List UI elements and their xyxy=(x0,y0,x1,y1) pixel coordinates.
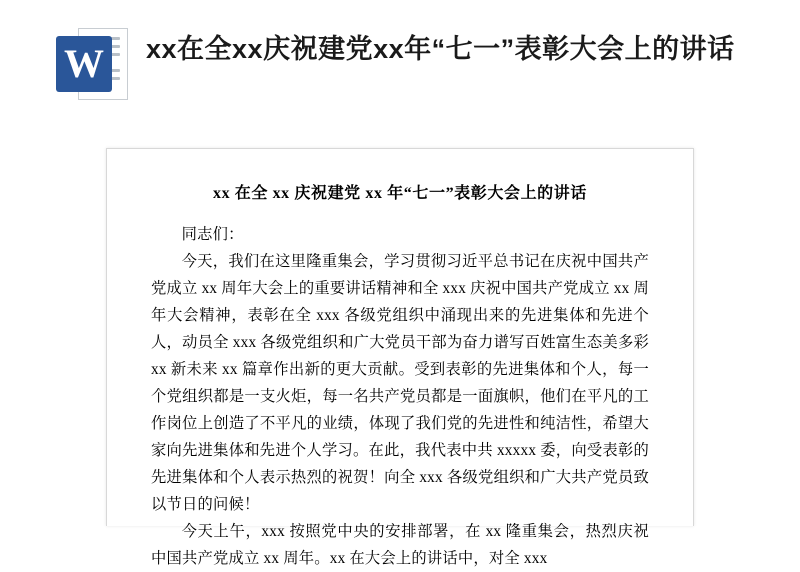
document-paragraph: 今天上午，xxx 按照党中央的安排部署，在 xx 隆重集会，热烈庆祝中国共产党成立 xx 周年。xx 在大会上的讲话中，对全 xxx xyxy=(151,523,649,567)
document-sheet xyxy=(106,148,694,567)
icon-letter-w: W xyxy=(56,36,112,92)
document-body xyxy=(107,149,693,572)
page-title: xx在全xx庆祝建党xx年“七一”表彰大会上的讲话 xyxy=(146,34,735,64)
document-paragraph: 今天，我们在这里隆重集会，学习贯彻习近平总书记在庆祝中国共产党成立 xx 周年大会上的重要讲话精神和全 xxx 庆祝中国共产党成立 xx 周年大会精神，表彰在全 xxx 各级党组织中涌现出来的先进集体和先进个人，动员全 xxx 各级党组织和广大党员干部为奋力谱写百姓富生态美多彩 xx 新未来 xx 篇章作出新的更大贡献。受到表彰的先进集体和个人，每一个党组织都是一支火炬，每一名共产党员都是一面旗帜，他们在平凡的工作岗位上创造了不平凡的业绩，体现了我们党的先进性和纯洁性，希望大家向先进集体和先进个人学习。在此，我代表中共 xxxxx 委，向受表彰的先进集体和个人表示热烈的祝贺！向全 xxx 各级党组织和广大共产党员致以节日的问候！ xyxy=(151,253,649,513)
header xyxy=(0,0,800,136)
document-paragraph: 同志们： xyxy=(181,226,244,243)
document-heading: xx 在全 xx 庆祝建党 xx 年“七一”表彰大会上的讲话 xyxy=(212,185,587,202)
word-document-icon xyxy=(56,28,128,100)
